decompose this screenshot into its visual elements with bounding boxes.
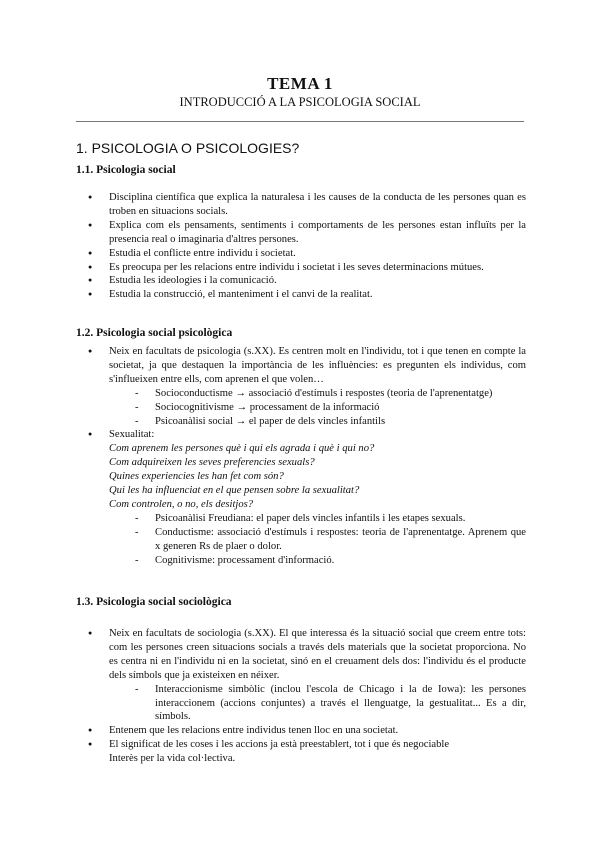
list-1-1 — [76, 191, 526, 302]
question-line: Com aprenem les persones què i qui els agrada i què i qui no? — [109, 443, 375, 455]
subsection-heading-1-3: 1.3. Psicologia social sociològica — [76, 596, 232, 608]
subsection-heading-1-1: 1.1. Psicologia social — [76, 164, 176, 176]
list-1-2 — [76, 345, 526, 568]
sub-list — [109, 387, 526, 429]
question-line: Qui les ha influenciat en el que pensen sobre la sexualitat? — [109, 485, 360, 497]
sub-list-item: - Sociocognitivisme → processament de la informació — [130, 401, 526, 415]
sub-list-item: - Interaccionisme simbòlic (inclou l'escola de Chicago i la de Iowa): les persones interaccionem (accions conjuntes) a través el llenguatge, la gestualitat... Es a dir, símbols. — [130, 683, 526, 725]
list-item-text: Interès per la vida col·lectiva. — [109, 753, 236, 765]
sub-list-item: - Conductisme: associació d'estímuls i respostes: teoria de l'aprenentatge. Aprenem que x generen Rs de plaer o dolor. — [130, 526, 526, 554]
title-divider — [76, 121, 524, 122]
question-line: Com controlen, o no, els desitjos? — [109, 498, 254, 510]
list-item — [76, 428, 526, 567]
section-heading-1: 1. PSICOLOGIA O PSICOLOGIES? — [76, 140, 300, 156]
list-item — [76, 345, 526, 428]
sub-list-item: - Socioconductisme → associació d'estímuls i respostes (teoria de l'aprenentatge) — [130, 387, 526, 401]
list-item: ● Estudia la construcció, el manteniment i el canvi de la realitat. — [76, 288, 526, 302]
list-item — [76, 738, 526, 766]
list-item: ● Estudia el conflicte entre individu i societat. — [76, 247, 526, 261]
list-item — [76, 627, 526, 724]
question-line: Com adquireixen les seves preferencies sexuals? — [109, 457, 315, 469]
sub-list-item: - Psicoanàlisi Freudiana: el paper dels vincles infantils i les etapes sexuals. — [130, 512, 526, 526]
sub-list — [109, 683, 526, 725]
list-item: ● Explica com els pensaments, sentiments i comportaments de les persones estan influïts per la presencia real o imaginaria d'altres persones. — [76, 219, 526, 247]
sub-list — [109, 512, 526, 568]
list-item: ● Entenem que les relacions entre individus tenen lloc en una societat. — [76, 724, 526, 738]
list-item-text: ● Neix en facultats de psicologia (s.XX). Es centren molt en l'individu, tot i que tenen en compte la societat, ja que destaquen la importància de les influències: es pregunten els individus, com s'influeixen entre ells, com aprenen el que volen… — [109, 346, 526, 385]
list-item-text: ● Sexualitat: — [109, 429, 155, 441]
list-1-3 — [76, 627, 526, 766]
page-title: TEMA 1 — [267, 74, 333, 93]
subsection-heading-1-2: 1.2. Psicologia social psicològica — [76, 327, 233, 339]
list-item: ● Estudia les ideologies i la comunicació. — [76, 274, 526, 288]
sub-list-item: - Psicoanàlisi social → el paper de dels vincles infantils — [130, 415, 526, 429]
list-item: ● Disciplina científica que explica la naturalesa i les causes de la conducta de les persones quan es troben en situacions socials. — [76, 191, 526, 219]
list-item-text: ● Neix en facultats de sociologia (s.XX). El que interessa és la situació social que creem entre tots: com les persones creen situacions socials a través dels materials que la societat proporciona. No es centra ni en l'individu ni en la societat, sinó en el creuament dels dos: l'individu és el producte dels símbols que ja existeixen en néixer. — [109, 628, 526, 681]
sub-list-item: - Cognitivisme: processament d'informació. — [130, 554, 526, 568]
question-line: Quines experiencies les han fet com són? — [109, 471, 284, 483]
list-item: ● Es preocupa per les relacions entre individu i societat i les seves determinacions mútues. — [76, 261, 526, 275]
list-item-text: ● El significat de les coses i les accions ja està preestablert, tot i que és negociable — [109, 739, 450, 751]
page-subtitle: INTRODUCCIÓ A LA PSICOLOGIA SOCIAL — [179, 95, 421, 109]
